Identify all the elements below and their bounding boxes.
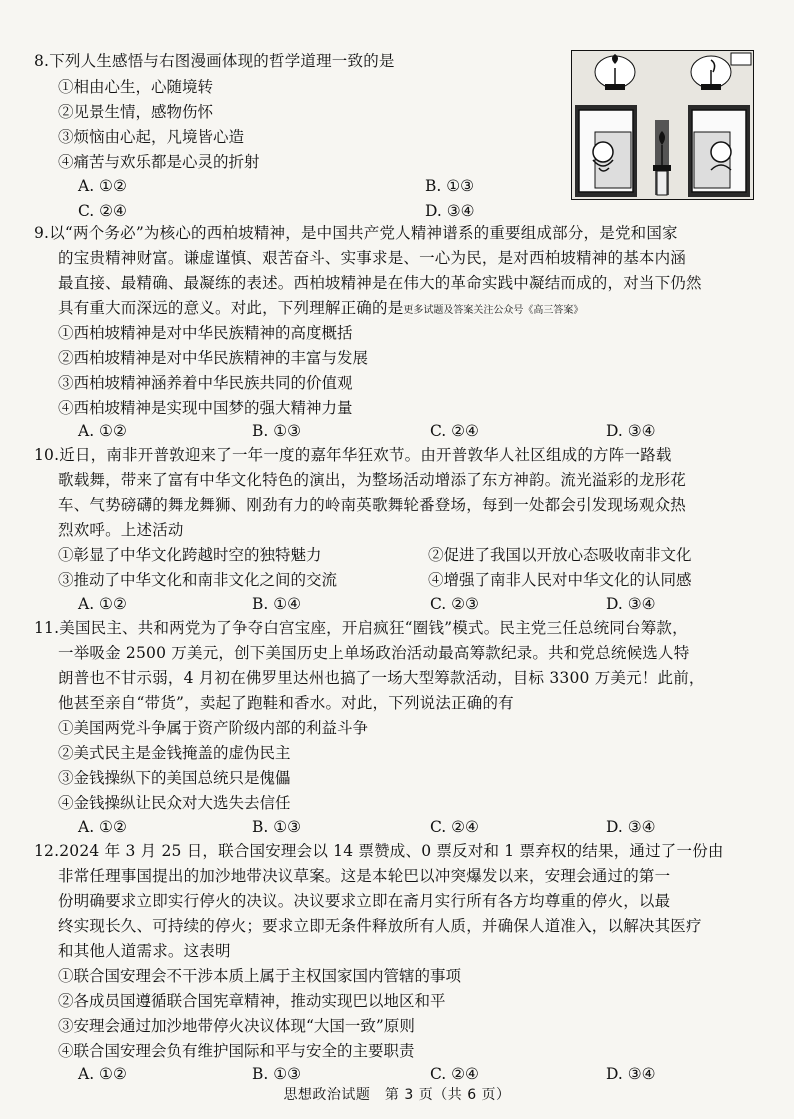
q9-stem-line-1: 9.以“两个务必”为核心的西柏坡精神，是中国共产党人精神谱系的重要组成部分，是党和国家 [34,224,678,242]
q10-stem-line-2: 歌载舞，带来了富有中华文化特色的演出，为整场活动增添了东方神韵。流光溢彩的龙形花 [58,471,687,489]
q12-stem-line-2: 非常任理事国提出的加沙地带决议草案。这是本轮巴以冲突爆发以来，安理会通过的第一 [58,867,671,885]
q9-item-4: ④西柏坡精神是实现中国梦的强大精神力量 [58,399,353,417]
q10-option-b: B. ①④ [252,595,302,613]
q8-item-2: ②见景生情，感物伤怀 [58,103,214,121]
q11-option-c: C. ②④ [430,818,479,836]
q10-item-3: ③推动了中华文化和南非文化之间的交流 [58,571,338,589]
q8-option-b: B. ①③ [425,177,475,195]
q11-item-4: ④金钱操纵让民众对大选失去信任 [58,794,291,812]
q10-stem-line-3: 车、气势磅礴的舞龙舞狮、刚劲有力的岭南英歌舞轮番登场，每到一处都会引发现场观众热 [58,496,687,514]
q9-stem-line-4 [58,297,583,322]
q10-stem-line-4: 烈欢呼。上述活动 [58,521,184,539]
q12-item-4: ④联合国安理会负有维护国际和平与安全的主要职责 [58,1042,415,1060]
q8-cartoon-image [571,50,754,200]
q8-item-1: ①相由心生，心随境转 [58,78,214,96]
q8-option-c: C. ②④ [78,202,127,220]
q9-stem-line-2: 的宝贵精神财富。谦虚谨慎、艰苦奋斗、实事求是、一心为民，是对西柏坡精神的基本内涵 [58,249,687,267]
q10-stem-line-1: 10.近日，南非开普敦迎来了一年一度的嘉年华狂欢节。由开普敦华人社区组成的方阵一路载 [34,446,672,464]
q9-stem-line-4-text: 具有重大而深远的意义。对此，下列理解正确的是 [58,299,404,317]
q11-stem-line-2: 一举吸金 2500 万美元，创下美国历史上单场政治活动最高筹款纪录。共和党总统候选人特 [58,644,690,662]
q11-option-a: A. ①② [78,818,127,836]
q8-item-3: ③烦恼由心起，凡境皆心造 [58,128,245,146]
q9-stem-line-3: 最直接、最精确、最凝练的表述。西柏坡精神是在伟大的革命实践中凝结而成的，对当下仍然 [58,274,702,292]
q12-item-1: ①联合国安理会不干涉本质上属于主权国家国内管辖的事项 [58,967,462,985]
q12-stem-line-3: 份明确要求立即实行停火的决议。决议要求立即在斋月实行所有各方均尊重的停火，以最 [58,892,671,910]
q12-stem-line-5: 和其他人道需求。这表明 [58,942,231,960]
q10-item-4: ④增强了南非人民对中华文化的认同感 [428,571,692,589]
q9-item-1: ①西柏坡精神是对中华民族精神的高度概括 [58,324,353,342]
q11-stem-line-3: 朗普也不甘示弱，4 月初在佛罗里达州也搞了一场大型筹款活动，目标 3300 万美元！此前， [58,669,705,687]
q11-item-3: ③金钱操纵下的美国总统只是傀儡 [58,769,291,787]
page-footer: 思想政治试题 第 3 页（共 6 页） [283,1087,511,1103]
q8-item-4: ④痛苦与欢乐都是心灵的折射 [58,153,260,171]
q9-option-b: B. ①③ [252,422,302,440]
q10-option-c: C. ②③ [430,595,479,613]
q12-option-a: A. ①② [78,1065,127,1083]
q11-stem-line-1: 11.美国民主、共和两党为了争夺白宫宝座，开启疯狂“圈钱”模式。民主党三任总统同台筹款， [34,619,688,637]
q12-stem-line-4: 终实现长久、可持续的停火；要求立即无条件释放所有人质，并确保人道准入，以解决其医疗 [58,917,702,935]
q9-item-3: ③西柏坡精神涵养着中华民族共同的价值观 [58,374,353,392]
q9-option-c: C. ②④ [430,422,479,440]
q12-item-2: ②各成员国遵循联合国宪章精神，推动实现巴以地区和平 [58,992,446,1010]
q8-option-a: A. ①② [78,177,127,195]
q10-item-2: ②促进了我国以开放心态吸收南非文化 [428,546,692,564]
q12-option-c: C. ②④ [430,1065,479,1083]
q9-promo-note: 更多试题及答案关注公众号《高三答案》 [403,305,584,316]
q10-option-d: D. ③④ [606,595,656,613]
q12-option-d: D. ③④ [606,1065,656,1083]
q11-option-d: D. ③④ [606,818,656,836]
q9-option-d: D. ③④ [606,422,656,440]
q10-option-a: A. ①② [78,595,127,613]
q9-item-2: ②西柏坡精神是对中华民族精神的丰富与发展 [58,349,369,367]
q12-item-3: ③安理会通过加沙地带停火决议体现“大国一致”原则 [58,1017,415,1035]
q9-option-a: A. ①② [78,422,127,440]
q8-option-d: D. ③④ [425,202,475,220]
q8-stem: 8.下列人生感悟与右图漫画体现的哲学道理一致的是 [34,52,395,70]
q11-item-1: ①美国两党斗争属于资产阶级内部的利益斗争 [58,719,369,737]
q11-option-b: B. ①③ [252,818,302,836]
q11-item-2: ②美式民主是金钱掩盖的虚伪民主 [58,744,291,762]
q12-stem-line-1: 12.2024 年 3 月 25 日，联合国安理会以 14 票赞成、0 票反对和 1 票弃权的结果，通过了一份由 [34,842,724,860]
q12-option-b: B. ①③ [252,1065,302,1083]
q11-stem-line-4: 他甚至亲自“带货”，卖起了跑鞋和香水。对此，下列说法正确的有 [58,694,514,712]
q10-item-1: ①彰显了中华文化跨越时空的独特魅力 [58,546,322,564]
